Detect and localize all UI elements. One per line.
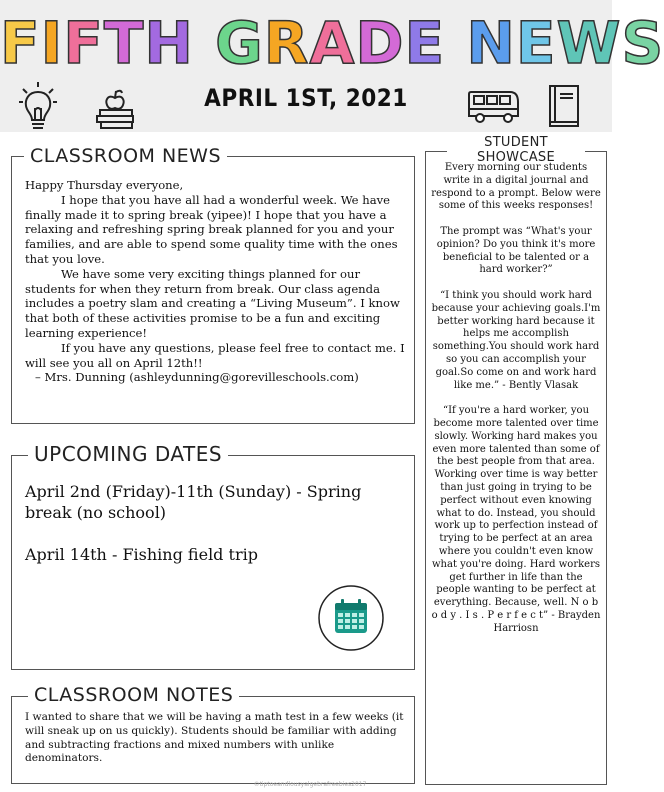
title-letter: R bbox=[263, 9, 310, 77]
books-apple-icon bbox=[94, 80, 136, 130]
news-greeting: Happy Thursday everyone, bbox=[25, 178, 184, 192]
footer-credit: ©tiptoeandlousyalgebrafreebies2017 bbox=[253, 781, 367, 788]
school-bus-icon bbox=[466, 86, 522, 126]
title-letter: A bbox=[309, 9, 356, 77]
classroom-news-heading: CLASSROOM NEWS bbox=[24, 145, 227, 167]
showcase-response: “If you're a hard worker, you become more talented over time slowly. Working hard makes you even more talented than some of the best people from that area. Working over time is way better than just going in trying to be perfect without even knowing what to do. Instead, you should work up to perfection instead of trying to be perfect at an area where you couldn't even know what you're doing. Hard workers get further in life than the people wanting to be perfect at everything. Because, well. N o b o d y . I s . P e r f e c t” - Brayden Harriosn bbox=[431, 405, 601, 634]
title-letter: N bbox=[466, 9, 516, 77]
title-letter: D bbox=[355, 9, 405, 77]
date-item: April 14th - Fishing field trip bbox=[25, 545, 258, 564]
student-showcase-heading: STUDENT SHOWCASE bbox=[447, 135, 585, 165]
news-paragraph-3: If you have any questions, please feel free to contact me. I will see you all on April 12th!! bbox=[25, 340, 405, 370]
showcase-prompt: The prompt was “What's your opinion? Do you think it's more beneficial to be talented or a hard worker?” bbox=[436, 225, 596, 276]
date-item: April 2nd (Friday)-11th (Sunday) - Spring break (no school) bbox=[25, 482, 362, 522]
calendar-icon bbox=[318, 585, 384, 651]
news-signature: – Mrs. Dunning (ashleydunning@gorevilleschools.com) bbox=[35, 370, 359, 385]
student-showcase-body bbox=[431, 162, 601, 648]
news-paragraph-2: We have some very exciting things planned for our students for when they return from break. Our class agenda includes a poetry slam and creating a “Living Museum”. I know that both of these activities promise to be a fun and exciting learning experience! bbox=[25, 266, 400, 340]
title-letter bbox=[445, 9, 466, 77]
title-letter: S bbox=[621, 9, 664, 77]
title-letter: E bbox=[515, 9, 557, 77]
title-letter: E bbox=[404, 9, 446, 77]
title-letter: F bbox=[0, 9, 41, 77]
title-letter: I bbox=[40, 9, 64, 77]
classroom-notes-text: I wanted to share that we will be having a math test in a few weeks (it will sneak up on us quickly). Students should be familiar with adding and subtracting fractions and mixed numbers with unlike denominators. bbox=[25, 711, 404, 765]
book-icon bbox=[544, 82, 584, 130]
newsletter-title bbox=[0, 8, 664, 78]
title-letter bbox=[194, 9, 215, 77]
title-letter: F bbox=[63, 9, 104, 77]
title-letter: T bbox=[103, 9, 145, 77]
upcoming-dates-list bbox=[25, 481, 405, 586]
showcase-response: “I think you should work hard because your achieving goals.I'm better working hard because it helps me accomplish something.You should work hard so you can accomplish your goal.So come on and work hard like me.” - Bently Vlasak bbox=[431, 289, 601, 391]
title-letter: G bbox=[215, 9, 264, 77]
title-letter: W bbox=[556, 9, 622, 77]
upcoming-dates-heading: UPCOMING DATES bbox=[28, 442, 228, 466]
lightbulb-icon bbox=[18, 80, 58, 132]
news-paragraph-1: I hope that you have all had a wonderful week. We have finally made it to spring break (yipee)! I hope that you have a relaxing and refreshing spring break planned for you and your families, and are able to spend some quality time with the ones that you love. bbox=[25, 192, 398, 266]
showcase-intro: Every morning our students write in a digital journal and respond to a prompt. Below were some of this weeks responses! bbox=[431, 162, 601, 212]
classroom-news-body bbox=[25, 178, 407, 385]
title-letter: H bbox=[144, 9, 194, 77]
newsletter-date: APRIL 1ST, 2021 bbox=[204, 84, 408, 112]
classroom-notes-heading: CLASSROOM NOTES bbox=[28, 684, 239, 706]
